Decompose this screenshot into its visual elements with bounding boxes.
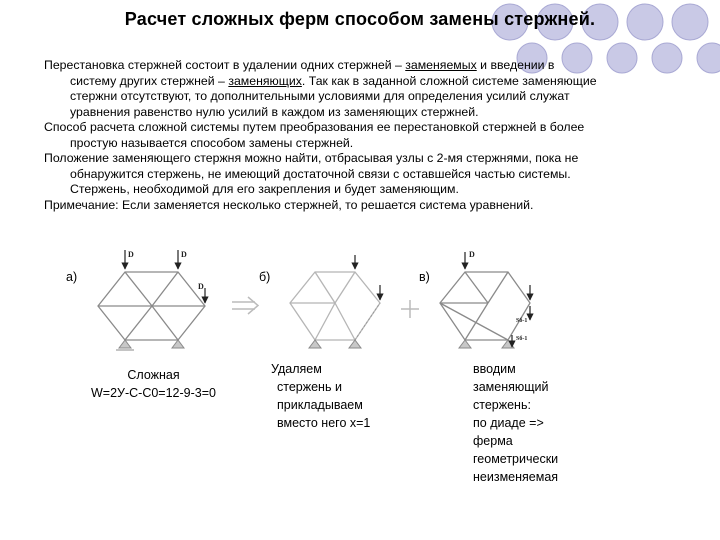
- caption-b: [271, 360, 370, 432]
- caption-line: Удаляем: [271, 362, 322, 376]
- caption-line: по диаде =>: [473, 416, 544, 430]
- figure-label-a: а): [66, 270, 78, 284]
- load-label: D: [469, 250, 475, 259]
- caption-line: W=2У-С-С0=12-9-3=0: [90, 386, 216, 400]
- caption-line: Сложная: [127, 368, 180, 382]
- caption-line: стержень и: [277, 380, 342, 394]
- truss-a: [98, 272, 205, 340]
- truss-a-loads: [125, 250, 205, 303]
- paragraph-3-line2: обнаружится стержень, не имеющий достаточной связи с оставшейся частью системы.: [70, 166, 571, 181]
- plus-icon: [401, 300, 419, 318]
- paragraph-3-line3: Стержень, необходимой для его закрепления и будет заменяющим.: [70, 182, 459, 196]
- truss-b: [290, 272, 380, 340]
- text-span: и введении в: [476, 58, 555, 72]
- figure-label-b: б): [259, 270, 271, 284]
- caption-line: заменяющий: [473, 380, 549, 394]
- paragraph-4-note: Примечание: Если заменяется несколько стержней, то решается система уравнений.: [44, 197, 534, 212]
- truss-c: [440, 272, 530, 340]
- term-replaced: заменяемых: [405, 58, 477, 72]
- term-replacing: заменяющих: [228, 73, 302, 88]
- load-label: D: [128, 250, 134, 259]
- truss-c-supports: [459, 340, 514, 348]
- text-span: Перестановка стержней состоит в удалении одних стержней –: [44, 58, 406, 72]
- paragraph-1-line4: уравнения равенство нулю усилий в каждом из заменяющих стержней.: [70, 104, 479, 119]
- paragraph-2-line2: простую называется способом замены стержней.: [70, 135, 354, 150]
- force-label: Sб-1: [516, 318, 528, 324]
- caption-line: геометрически: [473, 452, 559, 466]
- caption-line: вместо него x=1: [277, 416, 371, 430]
- caption-line: стержень:: [473, 398, 531, 412]
- paragraph-1-line3: стержни отсутствуют, то дополнительными условиями для определения усилий служат: [70, 89, 570, 103]
- text-span: систему других стержней –: [70, 73, 229, 88]
- transform-arrow-icon: [232, 297, 258, 314]
- caption-line: вводим: [473, 362, 516, 376]
- truss-b-supports: [309, 340, 361, 348]
- paragraph-3: Положение заменяющего стержня можно найти, отбрасывая узлы с 2-мя стержнями, пока не: [44, 151, 579, 165]
- paragraph-2: Способ расчета сложной системы путем преобразования ее перестановкой стержней в более: [44, 120, 585, 134]
- force-label: Sб-1: [516, 336, 528, 342]
- caption-a: [66, 366, 241, 402]
- text-span: . Так как в заданной сложной системе заменяющие: [301, 73, 597, 88]
- slide-title: Расчет сложных ферм способом замены стержней.: [124, 9, 596, 29]
- caption-c: [473, 360, 558, 486]
- figure-label-c: в): [419, 270, 430, 284]
- load-label: D: [198, 282, 204, 291]
- truss-a-supports: [116, 340, 184, 350]
- caption-line: ферма: [473, 434, 513, 448]
- load-label: D: [181, 250, 187, 259]
- caption-line: неизменяемая: [473, 470, 559, 484]
- caption-line: прикладываем: [277, 398, 363, 412]
